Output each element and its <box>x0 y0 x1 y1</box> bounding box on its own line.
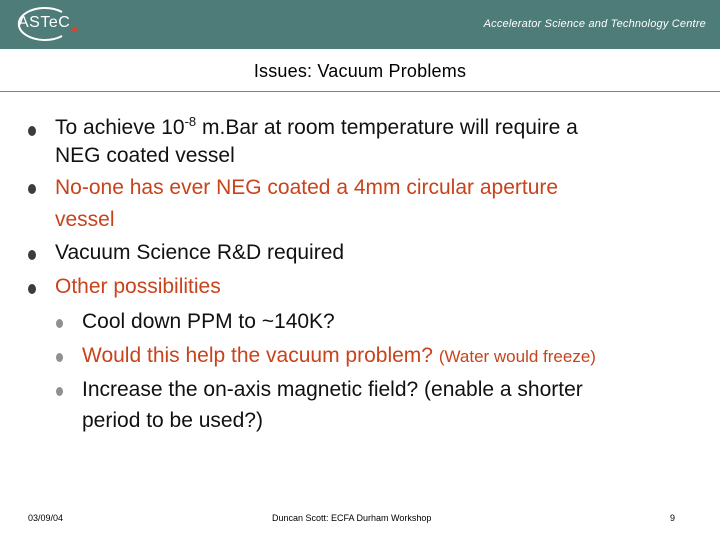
sub-bullet-2 <box>82 340 596 373</box>
bullet-4: Other possibilities <box>55 275 221 298</box>
bullet-icon <box>28 250 36 260</box>
bullet-2-line-1: No-one has ever NEG coated a 4mm circular aperture <box>55 176 559 199</box>
footer-author: Duncan Scott: ECFA Durham Workshop <box>272 513 432 523</box>
bullet-icon <box>28 284 36 294</box>
logo-dot <box>72 27 77 32</box>
sub-bullet-icon <box>56 387 63 396</box>
bullet-1-superscript: -8 <box>184 114 197 129</box>
logo-text: ASTeC <box>18 14 71 31</box>
header-bar <box>0 0 720 49</box>
sub-bullet-2-text: Would this help the vacuum problem? <box>82 344 439 367</box>
bullet-icon <box>28 126 36 136</box>
sub-bullet-2-note: (Water would freeze) <box>438 347 596 366</box>
title-divider <box>0 91 720 92</box>
sub-bullet-3-line-1: Increase the on-axis magnetic field? (enable a shorter <box>82 378 583 401</box>
sub-bullet-icon <box>56 353 63 362</box>
bullet-3: Vacuum Science R&D required <box>55 241 345 264</box>
sub-bullet-1: Cool down PPM to ~140K? <box>82 310 335 333</box>
bullet-2-line-2: vessel <box>55 208 115 231</box>
bullet-1-text-a: To achieve 10 <box>55 116 185 139</box>
footer-date: 03/09/04 <box>28 513 64 523</box>
bullet-icon <box>28 184 36 194</box>
bullet-1-text-b: m.Bar at room temperature will require a <box>196 116 578 139</box>
slide-title: Issues: Vacuum Problems <box>253 61 467 81</box>
sub-bullet-icon <box>56 319 63 328</box>
bullet-1-line-2: NEG coated vessel <box>55 144 235 167</box>
page-number: 9 <box>670 513 676 523</box>
sub-bullet-3-line-2: period to be used?) <box>82 409 263 432</box>
centre-name: Accelerator Science and Technology Centre <box>483 18 706 30</box>
